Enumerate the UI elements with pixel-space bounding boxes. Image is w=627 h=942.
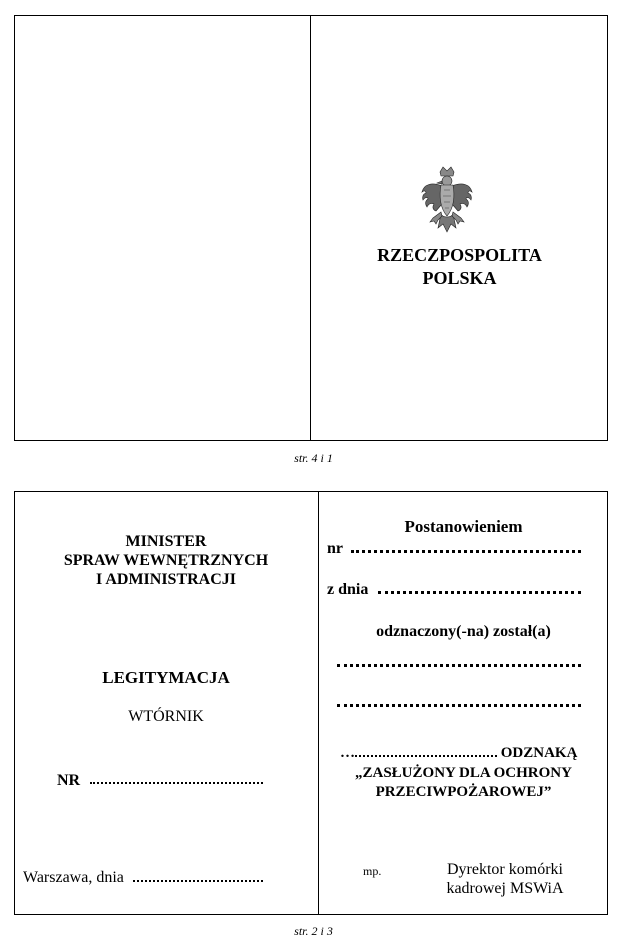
country-name-line2: POLSKA [422, 268, 497, 288]
issue-date-field [133, 880, 263, 882]
authority-line1: MINISTER [125, 533, 207, 550]
decision-date-field [378, 591, 581, 594]
decision-date-label: z dnia [327, 581, 369, 598]
caption-pages-2-3: str. 2 i 3 [294, 924, 333, 938]
awarded-label: odznaczony(-na) został(a) [376, 623, 551, 640]
place-date-label: Warszawa, dnia [23, 869, 124, 886]
decision-number-label: nr [327, 540, 343, 557]
document-title: LEGITYMACJA [102, 668, 230, 687]
recipient-name-line1 [337, 664, 581, 667]
eagle-emblem-icon [420, 166, 474, 240]
duplicate-label: WTÓRNIK [128, 708, 204, 725]
legitymacja-number-label: NR [57, 772, 81, 789]
decision-heading: Postanowieniem [404, 517, 523, 536]
card2-fold-line [318, 491, 319, 915]
legitymacja-number-field [90, 782, 263, 784]
country-name-line1: RZECZPOSPOLITA [377, 245, 542, 265]
signatory-line1: Dyrektor komórki [447, 861, 563, 878]
authority-line3: I ADMINISTRACJI [95, 571, 237, 588]
card1-fold-line [310, 15, 311, 441]
recipient-name-line2 [337, 704, 581, 707]
badge-line [340, 745, 590, 762]
decision-number-field [351, 550, 581, 553]
badge-name-line2: PRZECIWPOŻAROWEJ” [375, 784, 552, 800]
badge-name-line1: „ZASŁUŻONY DLA OCHRONY [355, 765, 572, 781]
signatory-line2: kadrowej MSWiA [446, 880, 564, 897]
seal-label: mp. [363, 864, 382, 878]
badge-prefix-dots [355, 755, 497, 757]
badge-prefix: … [340, 745, 355, 761]
caption-pages-4-1: str. 4 i 1 [294, 451, 333, 465]
card-pages-4-1 [14, 15, 608, 441]
badge-word: ODZNAKĄ [500, 745, 578, 761]
authority-line2: SPRAW WEWNĘTRZNYCH [63, 552, 269, 569]
